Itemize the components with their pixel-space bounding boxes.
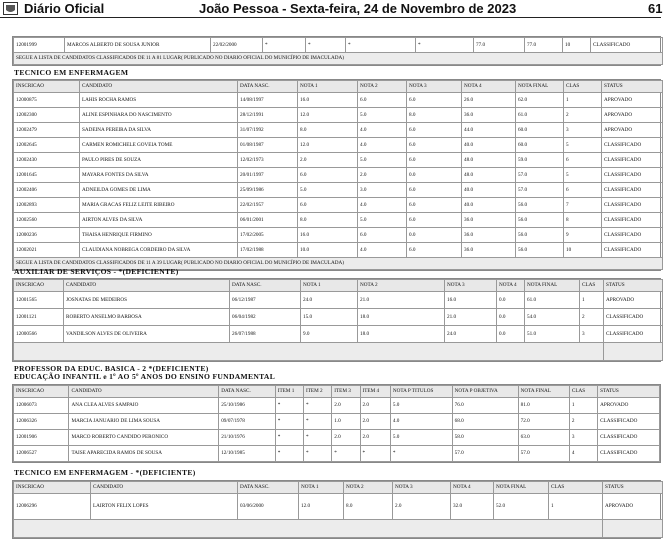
table-cell: 36.0 [462,243,516,258]
table-cell: APROVADO [602,123,663,138]
table-cell: CLASSIFICADO [604,326,663,343]
table-cell: LAIRTON FELIX LOPES [91,494,238,520]
table-cell: 10 [563,38,591,53]
table-cell: 56.0 [516,243,564,258]
table-cell: 1 [580,292,604,309]
table-row [14,446,660,462]
table-cell: 12001565 [14,292,64,309]
table-cell: 2.0 [360,414,390,430]
table-cell: 6.0 [407,198,462,213]
table-cell: 6 [564,153,602,168]
column-header: ITEM 1 [275,386,303,398]
table-cell: 21.0 [445,309,497,326]
table-row [14,494,663,520]
table-cell: 8.0 [298,213,358,228]
table-row [14,326,663,343]
page-number: 61 [648,1,663,16]
table-cell: ROBERTO ANSELMO BARBOSA [64,309,230,326]
table-cell: 28/12/1991 [238,108,298,123]
note-row: SEGUE A LISTA DE CANDIDATOS CLASSIFICADOS DE 11 A 81 LUGAR( PUBLICADO NO DIARIO OFICIAL DO MUNICÍPIO DE IMACULADA) [14,53,663,65]
table-cell: * [275,430,303,446]
column-header: NOTA 1 [299,482,344,494]
table-cell: 72.0 [518,414,569,430]
table-cell: 3.0 [358,183,407,198]
table-cell: CLASSIFICADO [602,228,663,243]
table-cell: 12002645 [14,138,80,153]
table-cell: 5.0 [358,153,407,168]
column-header: NOTA 2 [358,280,445,292]
table-cell: SADEINA PEREIRA DA SILVA [80,123,238,138]
table-cell: 4 [569,446,597,462]
column-header: NOTA FINAL [494,482,549,494]
table-cell: APROVADO [602,93,663,108]
table-cell: 63.0 [518,430,569,446]
table-cell: 6.0 [407,153,462,168]
table-cell: 48.0 [462,153,516,168]
table-cell: 06/12/1987 [230,292,301,309]
table-cell: 12/02/1973 [238,153,298,168]
table-cell: 01/08/1987 [238,138,298,153]
table-cell: 03/06/2000 [238,494,299,520]
table-cell: 12000875 [14,93,80,108]
table-row [14,198,663,213]
table-cell: 09/07/1978 [219,414,276,430]
table-cell: 20/01/1997 [238,168,298,183]
table-cell: 12001645 [14,168,80,183]
table-cell: 77.0 [474,38,525,53]
table-cell: 3 [569,430,597,446]
column-header: STATUS [604,280,663,292]
table-cell: 1 [549,494,603,520]
table-cell: APROVADO [602,108,663,123]
table-cell: * [275,446,303,462]
table-cell: 60.0 [516,123,564,138]
table-cell: 62.0 [516,93,564,108]
column-header: CLAS [549,482,603,494]
table-cell: 12.0 [298,108,358,123]
column-header: NOTA FINAL [518,386,569,398]
table-cell: 77.0 [525,38,563,53]
column-header: CLAS [564,81,602,93]
table-row [14,430,660,446]
table-cell: 4.0 [390,414,452,430]
table-cell: 18.0 [358,326,445,343]
table-row [14,414,660,430]
table-cell: 36.0 [462,213,516,228]
table-cell: 12002893 [14,198,80,213]
table-cell: APROVADO [604,292,663,309]
table-cell: JOSNATAS DE MEDEIROS [64,292,230,309]
table-row [14,183,663,198]
column-header: NOTA FINAL [516,81,564,93]
table-cell: MARCO ROBERTO CANDIDO PERONICO [69,430,219,446]
table-cell: 2 [569,414,597,430]
table-cell: CARMEN ROMICHELE GOVEIA TOME [80,138,238,153]
table-cell: 60.0 [516,138,564,153]
column-header: NOTA 4 [462,81,516,93]
table-cell: LAHIS ROCHA RAMOS [80,93,238,108]
table-cell: 12002560 [14,213,80,228]
table-cell: 0.0 [497,326,525,343]
table-cell: * [360,446,390,462]
table-cell: 6.0 [407,183,462,198]
column-header: INSCRICAO [14,280,64,292]
table-cell: CLASSIFICADO [602,213,663,228]
table-cell: 12.0 [299,494,344,520]
table-cell: 57.0 [518,446,569,462]
table-cell: 57.0 [516,168,564,183]
table-cell: CLASSIFICADO [602,168,663,183]
table-cell: 21/10/1976 [219,430,276,446]
table-cell: 81.0 [518,398,569,414]
column-header: CANDIDATO [80,81,238,93]
table-cell: 6.0 [407,93,462,108]
column-header: NOTA 1 [301,280,358,292]
table-cell: 1.0 [332,414,360,430]
table-cell: MAYARA FONTES DA SILVA [80,168,238,183]
column-header: NOTA 2 [344,482,393,494]
table-cell: 0.0 [407,168,462,183]
table-row [14,93,663,108]
table-cell: 12000236 [14,228,80,243]
table-cell: CLASSIFICADO [598,446,660,462]
table-cell: 12000566 [14,326,64,343]
table-cell: MARIA GRACAS FELIZ LEITE RIBEIRO [80,198,238,213]
table-cell: 2.0 [298,153,358,168]
tecnico-def-table [12,480,661,539]
table-cell: 36.0 [462,108,516,123]
table-cell: 2.0 [358,168,407,183]
issue-date: João Pessoa - Sexta-feira, 24 de Novembro de 2023 [199,1,517,16]
top-results-table [12,36,661,66]
coat-of-arms-icon [3,2,18,15]
table-cell: 3 [580,326,604,343]
table-cell: 8.0 [407,108,462,123]
table-row [14,398,660,414]
column-header: NOTA 3 [445,280,497,292]
table-cell: 12006527 [14,446,69,462]
table-cell: ALINE ESPINHARA DO NASCIMENTO [80,108,238,123]
table-cell: 57.0 [452,446,518,462]
table-cell: * [304,414,332,430]
table-cell: CLASSIFICADO [598,430,660,446]
table-cell: 12002430 [14,153,80,168]
table-cell: * [306,38,346,53]
table-cell: 5.0 [390,430,452,446]
column-header: STATUS [602,81,663,93]
table-cell: 31/07/1992 [238,123,298,138]
table-cell: * [263,38,306,53]
table-cell: 0.0 [407,228,462,243]
table-cell: CLASSIFICADO [602,153,663,168]
column-header: NOTA 4 [497,280,525,292]
table-cell: 32.0 [451,494,494,520]
table-row [14,292,663,309]
table-cell: 1 [569,398,597,414]
table-cell: * [332,446,360,462]
table-cell: 51.0 [525,326,580,343]
table-cell: 10 [564,243,602,258]
table-cell: 6.0 [407,123,462,138]
table-cell: 5 [564,138,602,153]
table-cell: MARCIA JANUARIO DE LIMA SOUSA [69,414,219,430]
table-cell: 0.0 [497,309,525,326]
table-cell: 25/10/1986 [219,398,276,414]
column-header: CLAS [569,386,597,398]
table-cell: 3 [564,123,602,138]
table-cell: 2 [564,108,602,123]
table-cell: 26.0 [462,93,516,108]
table-cell: 12001906 [14,430,69,446]
table-cell: 57.0 [516,183,564,198]
table-cell: 06/04/1982 [230,309,301,326]
section-title-auxiliar: AUXILIAR DE SERVIÇOS - *(DEFICIENTE) [14,267,179,276]
table-cell: 24.0 [445,326,497,343]
table-cell: 12001121 [14,309,64,326]
table-cell: APROVADO [598,398,660,414]
table-row [14,213,663,228]
table-cell: 9 [564,228,602,243]
table-cell: 44.0 [462,123,516,138]
column-header: NOTA 3 [407,81,462,93]
page-header [0,0,661,18]
table-cell: 24.0 [301,292,358,309]
column-header: NOTA 2 [358,81,407,93]
table-cell: 6.0 [407,213,462,228]
table-cell: 0.0 [497,292,525,309]
table-cell: ADNEILDA GOMES DE LIMA [80,183,238,198]
table-cell: 36.0 [462,228,516,243]
table-cell: 8.0 [298,123,358,138]
professor-table [12,384,661,463]
table-cell: MARCOS ALBERTO DE SOUSA JUNIOR [65,38,211,53]
table-cell: 2.0 [332,430,360,446]
section-title-professor: PROFESSOR DA EDUC. BASICA - 2 *(DEFICIENTE) [14,364,209,373]
table-cell: 40.0 [462,183,516,198]
table-row [14,138,663,153]
table-cell: 56.0 [516,198,564,213]
column-header: NOTA 4 [451,482,494,494]
table-cell: 12/10/1985 [219,446,276,462]
table-cell: 12.0 [298,138,358,153]
table-row [14,153,663,168]
table-row [14,123,663,138]
table-cell: 22/02/1957 [238,198,298,213]
table-cell: 6.0 [298,168,358,183]
table-cell: 25/09/1986 [238,183,298,198]
table-cell: VANDILSON ALVES DE OLIVEIRA [64,326,230,343]
table-cell: 12006326 [14,414,69,430]
table-cell: AIRTON ALVES DA SILVA [80,213,238,228]
column-header: ITEM 3 [332,386,360,398]
table-cell: 2.0 [360,430,390,446]
column-header: DATA NASC. [219,386,276,398]
table-row [14,228,663,243]
table-row [14,309,663,326]
table-cell: 54.0 [525,309,580,326]
table-cell: 9.0 [301,326,358,343]
table-cell: 21.0 [358,292,445,309]
column-header: INSCRICAO [14,81,80,93]
table-cell: 12002479 [14,123,80,138]
table-cell: CLASSIFICADO [602,183,663,198]
table-row [14,108,663,123]
table-cell: 6.0 [298,198,358,213]
table-cell: 5.0 [298,183,358,198]
table-cell: 2.0 [332,398,360,414]
table-cell: * [390,446,452,462]
column-header: CANDIDATO [91,482,238,494]
column-header: ITEM 2 [304,386,332,398]
column-header: DATA NASC. [230,280,301,292]
table-cell: 61.0 [525,292,580,309]
note-row: SEGUE A LISTA DE CANDIDATOS CLASSIFICADOS DE 11 A 39 LUGAR( PUBLICADO NO DIARIO OFICIAL DO MUNICÍPIO DE IMACULADA) [14,258,663,270]
table-cell: 12006073 [14,398,69,414]
table-row [14,168,663,183]
table-cell: 12002406 [14,183,80,198]
table-row [14,38,663,53]
table-cell: CLASSIFICADO [602,243,663,258]
table-cell: 22/02/2000 [211,38,263,53]
table-cell: 2.0 [393,494,451,520]
column-header: STATUS [603,482,663,494]
column-header: NOTA 3 [393,482,451,494]
table-cell: 6.0 [358,93,407,108]
table-cell: ANA CLEA ALVES SAMPAIO [69,398,219,414]
table-cell: 15.0 [301,309,358,326]
journal-name: Diário Oficial [24,1,105,16]
table-cell: 52.0 [494,494,549,520]
table-cell: 16.0 [445,292,497,309]
column-header: ITEM 4 [360,386,390,398]
table-cell: 12002021 [14,243,80,258]
table-cell: 8.0 [344,494,393,520]
auxiliar-table [12,278,661,362]
table-cell: 5.0 [358,213,407,228]
table-cell: 5 [564,168,602,183]
column-header: INSCRICAO [14,386,69,398]
table-cell: 6.0 [407,243,462,258]
table-cell: 18.0 [358,309,445,326]
table-cell: TAISE APARECIDA RAMOS DE SOUSA [69,446,219,462]
table-cell: CLAUDIANA NOBREGA CORDEIRO DA SILVA [80,243,238,258]
column-header: NOTA FINAL [525,280,580,292]
table-cell: 59.0 [516,153,564,168]
table-cell: * [416,38,474,53]
table-cell: 16.0 [298,93,358,108]
table-cell: 17/02/2005 [238,228,298,243]
table-cell: 17/02/1988 [238,243,298,258]
table-cell: 4.0 [358,198,407,213]
table-cell: THAISA HENRIQUE FIRMINO [80,228,238,243]
table-cell: 8 [564,213,602,228]
table-cell: 56.0 [516,228,564,243]
column-header: STATUS [598,386,660,398]
table-cell: * [304,398,332,414]
table-cell: CLASSIFICADO [604,309,663,326]
table-cell: 14/08/1997 [238,93,298,108]
table-cell: 7 [564,198,602,213]
table-cell: 10.0 [298,243,358,258]
section-subtitle-professor: EDUCAÇÃO INFANTIL e 1º AO 5º ANOS DO ENSINO FUNDAMENTAL [14,372,276,381]
table-cell: 68.0 [452,414,518,430]
table-cell: CLASSIFICADO [598,414,660,430]
section-title-tecnico: TECNICO EM ENFERMAGEM [14,68,129,77]
table-cell: 58.0 [452,430,518,446]
column-header: CANDIDATO [69,386,219,398]
table-cell: 4.0 [358,138,407,153]
column-header: NOTA P OBJETIVA [452,386,518,398]
table-cell: 40.0 [462,198,516,213]
table-cell: * [346,38,416,53]
table-cell: * [304,446,332,462]
table-cell: 2 [580,309,604,326]
table-cell: 2.0 [360,398,390,414]
section-title-tecnico-def: TECNICO EM ENFERMAGEM - *(DEFICIENTE) [14,468,196,477]
table-cell: * [304,430,332,446]
table-cell: 48.0 [462,168,516,183]
table-cell: 12001999 [14,38,65,53]
column-header: NOTA 1 [298,81,358,93]
table-cell: 6 [564,183,602,198]
table-cell: 12002300 [14,108,80,123]
table-cell: CLASSIFICADO [602,198,663,213]
table-cell: 61.0 [516,108,564,123]
table-cell: * [275,414,303,430]
table-cell: 4.0 [358,123,407,138]
table-cell: * [275,398,303,414]
column-header: CLAS [580,280,604,292]
table-cell: PAULO PIRES DE SOUZA [80,153,238,168]
table-cell: 12006296 [14,494,91,520]
table-cell: APROVADO [603,494,663,520]
table-cell: 40.0 [462,138,516,153]
table-cell: 5.0 [358,108,407,123]
table-cell: 76.0 [452,398,518,414]
column-header: NOTA P TITULOS [390,386,452,398]
table-cell: 1 [564,93,602,108]
table-cell: 6.0 [407,138,462,153]
column-header: DATA NASC. [238,81,298,93]
column-header: CANDIDATO [64,280,230,292]
table-cell: 4.0 [358,243,407,258]
table-cell: 56.0 [516,213,564,228]
table-cell: 5.0 [390,398,452,414]
table-cell: 06/01/2001 [238,213,298,228]
table-row [14,243,663,258]
table-cell: 26/07/1988 [230,326,301,343]
table-cell: 6.0 [358,228,407,243]
tecnico-table [12,79,661,271]
column-header: DATA NASC. [238,482,299,494]
table-cell: CLASSIFICADO [591,38,663,53]
column-header: INSCRICAO [14,482,91,494]
table-cell: CLASSIFICADO [602,138,663,153]
table-cell: 16.0 [298,228,358,243]
